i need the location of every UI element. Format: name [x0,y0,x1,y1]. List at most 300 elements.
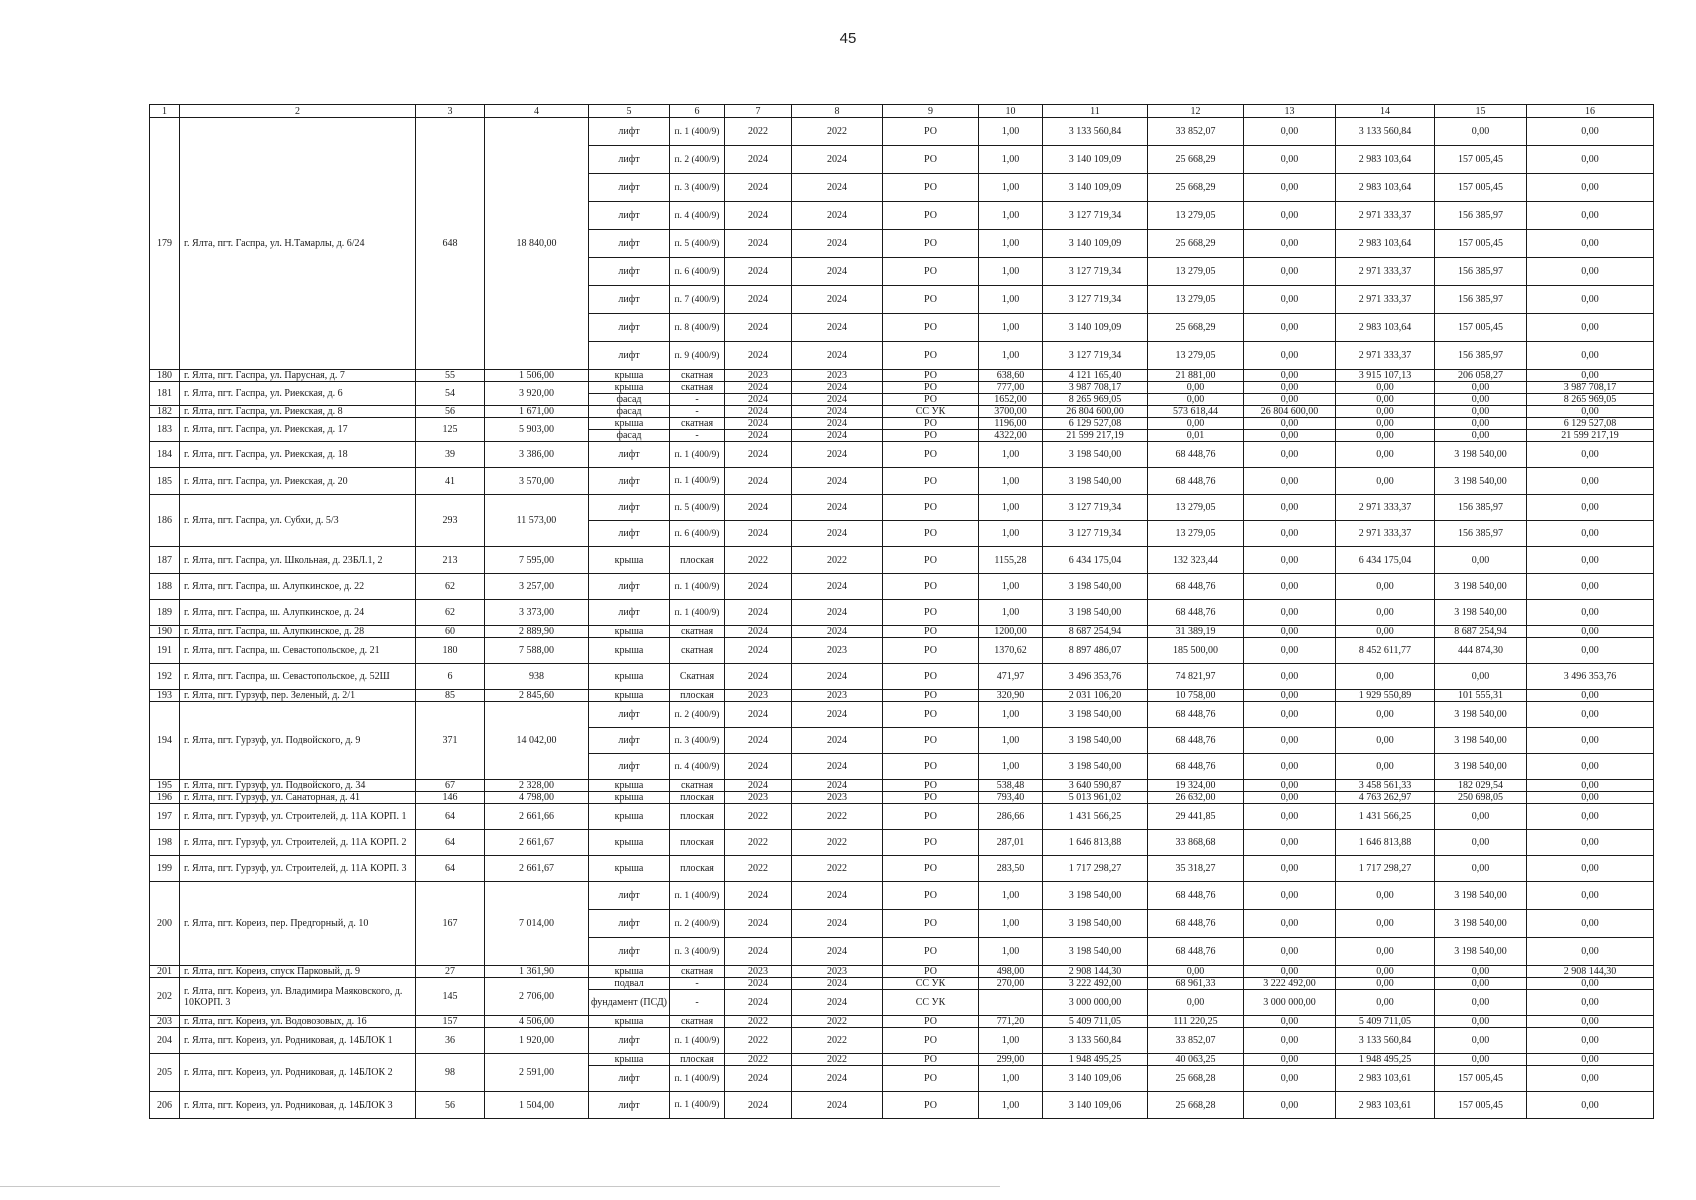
table-cell: 0,00 [1336,938,1435,966]
table-cell: 156 385,97 [1435,286,1527,314]
table-cell: п. 1 (400/9) [670,574,725,600]
table-cell: лифт [589,174,670,202]
table-cell: РО [883,938,979,966]
table-cell: 270,00 [979,978,1043,990]
table-cell: фасад [589,394,670,406]
table-cell: г. Ялта, пгт. Кореиз, пер. Предгорный, д. 10 [180,882,416,966]
table-row [150,468,1654,495]
table-cell: РО [883,230,979,258]
table-cell: п. 7 (400/9) [670,286,725,314]
table-cell: 2024 [725,314,792,342]
table-cell: п. 1 (400/9) [670,882,725,910]
table-cell: 1,00 [979,495,1043,521]
table-cell: 0,00 [1244,966,1336,978]
table-cell: 0,00 [1336,430,1435,442]
table-cell: 0,00 [1244,702,1336,728]
table-cell: 21 881,00 [1148,370,1244,382]
table-cell: 68 448,76 [1148,938,1244,966]
table-cell: 3 140 109,06 [1043,1066,1148,1092]
table-cell: 68 448,76 [1148,754,1244,780]
table-cell: 2024 [725,468,792,495]
table-cell: РО [883,174,979,202]
table-cell: г. Ялта, пгт. Кореиз, ул. Родниковая, д. 14БЛОК 1 [180,1028,416,1054]
column-header: 6 [670,105,725,118]
table-cell: лифт [589,146,670,174]
table-cell: 1 506,00 [485,370,589,382]
table-row [150,978,1654,990]
table-cell: 2 706,00 [485,978,589,1016]
table-row [150,370,1654,382]
table-cell: 2023 [792,792,883,804]
table-cell: 26 632,00 [1148,792,1244,804]
table-cell: 0,00 [1336,406,1435,418]
table-cell: 2024 [792,418,883,430]
table-cell: РО [883,342,979,370]
table-row [150,1092,1654,1119]
table-cell: 1 431 566,25 [1336,804,1435,830]
table-cell: 0,00 [1435,406,1527,418]
table-cell: 2024 [792,442,883,468]
table-cell: п. 3 (400/9) [670,938,725,966]
table-cell: 0,00 [1244,174,1336,202]
table-cell: крыша [589,1016,670,1028]
table-cell: 11 573,00 [485,495,589,547]
table-cell: 2024 [792,600,883,626]
table-cell: 0,00 [1244,600,1336,626]
table-cell: 2024 [792,626,883,638]
table-cell: 2 983 103,61 [1336,1066,1435,1092]
table-cell: крыша [589,856,670,882]
table-cell: РО [883,442,979,468]
table-cell: 64 [416,804,485,830]
table-cell: 1,00 [979,258,1043,286]
table-cell: 0,00 [1244,370,1336,382]
table-cell: подвал [589,978,670,990]
table-cell: 0,00 [1244,754,1336,780]
table-cell: 793,40 [979,792,1043,804]
table-cell: лифт [589,521,670,547]
table-cell: 2 971 333,37 [1336,202,1435,230]
table-cell: 0,00 [1244,442,1336,468]
table-cell: 3 198 540,00 [1043,574,1148,600]
table-cell: 157 005,45 [1435,1066,1527,1092]
table-cell: 1,00 [979,1028,1043,1054]
table-cell: п. 9 (400/9) [670,342,725,370]
table-cell: 1155,28 [979,547,1043,574]
table-cell: 3 127 719,34 [1043,495,1148,521]
table-cell: 3 222 492,00 [1043,978,1148,990]
table-cell: 64 [416,830,485,856]
table-cell: 1196,00 [979,418,1043,430]
table-cell: 4 798,00 [485,792,589,804]
table-cell: 167 [416,882,485,966]
table-cell: лифт [589,230,670,258]
table-cell: 2024 [792,910,883,938]
table-cell: плоская [670,690,725,702]
table-cell: 8 265 969,05 [1043,394,1148,406]
table-cell: 2024 [792,780,883,792]
table-cell: 3 987 708,17 [1527,382,1654,394]
table-cell: 3 915 107,13 [1336,370,1435,382]
table-cell: 200 [150,882,180,966]
table-cell: РО [883,830,979,856]
table-cell: 2024 [725,574,792,600]
table-cell: 7 014,00 [485,882,589,966]
table-cell: 0,00 [1244,468,1336,495]
table-cell: 0,00 [1148,418,1244,430]
table-cell: СС УК [883,990,979,1016]
table-cell: 10 758,00 [1148,690,1244,702]
table-cell: лифт [589,202,670,230]
table-cell: крыша [589,418,670,430]
table-cell: 0,00 [1527,342,1654,370]
table-cell: 0,00 [1527,804,1654,830]
table-cell: 299,00 [979,1054,1043,1066]
table-cell: 13 279,05 [1148,342,1244,370]
table-cell: 2024 [725,626,792,638]
table-cell: лифт [589,118,670,146]
table-cell: г. Ялта, пгт. Гаспра, ул. Риекская, д. 8 [180,406,416,418]
table-cell: 0,00 [1244,574,1336,600]
table-cell: 2024 [725,910,792,938]
table-cell: 1,00 [979,574,1043,600]
table-cell: 3 386,00 [485,442,589,468]
table-cell: 2 983 103,64 [1336,146,1435,174]
table-cell: 5 409 711,05 [1336,1016,1435,1028]
table-cell: 3 198 540,00 [1435,910,1527,938]
table-cell: 444 874,30 [1435,638,1527,664]
table-cell: 6 434 175,04 [1336,547,1435,574]
table-cell: 13 279,05 [1148,258,1244,286]
page-number: 45 [839,30,857,47]
table-cell: 1,00 [979,342,1043,370]
table-cell: 938 [485,664,589,690]
table-cell: п. 1 (400/9) [670,1092,725,1119]
table-cell: 157 005,45 [1435,146,1527,174]
table-cell: 0,00 [1244,1054,1336,1066]
table-cell: 2024 [725,938,792,966]
table-cell: 68 448,76 [1148,910,1244,938]
table-cell: 3 198 540,00 [1435,574,1527,600]
table-cell: 0,00 [1527,370,1654,382]
table-cell: фасад [589,406,670,418]
table-cell: 2024 [792,430,883,442]
table-cell: 0,00 [1336,442,1435,468]
table-cell: 2022 [725,547,792,574]
table-cell: 1 504,00 [485,1092,589,1119]
table-cell: 2024 [725,342,792,370]
table-cell: 1,00 [979,754,1043,780]
table-cell: РО [883,394,979,406]
table-cell: г. Ялта, пгт. Гурзуф, ул. Санаторная, д. 41 [180,792,416,804]
table-cell: РО [883,118,979,146]
table-cell: 0,00 [1148,394,1244,406]
table-cell: 3 198 540,00 [1043,728,1148,754]
table-cell: 0,00 [1244,664,1336,690]
table-cell: 182 029,54 [1435,780,1527,792]
table-cell: 19 324,00 [1148,780,1244,792]
table-cell: 2 661,67 [485,830,589,856]
table-cell: - [670,406,725,418]
table-cell: СС УК [883,406,979,418]
table-cell: 25 668,28 [1148,1066,1244,1092]
table-cell: 111 220,25 [1148,1016,1244,1028]
table-cell: 0,00 [1435,1016,1527,1028]
table-cell: 0,00 [1244,938,1336,966]
table-cell: 3 198 540,00 [1435,882,1527,910]
table-cell: 1,00 [979,146,1043,174]
column-header: 14 [1336,105,1435,118]
table-cell: 777,00 [979,382,1043,394]
table-cell: 1,00 [979,938,1043,966]
table-cell: 2 845,60 [485,690,589,702]
table-cell: 5 903,00 [485,418,589,442]
table-cell: скатная [670,966,725,978]
table-cell: плоская [670,792,725,804]
table-cell: 2024 [725,430,792,442]
table-cell: 21 599 217,19 [1043,430,1148,442]
table-row [150,626,1654,638]
table-cell: 3 198 540,00 [1043,882,1148,910]
table-cell: 0,00 [1527,882,1654,910]
capital-repair-table [149,104,1654,1119]
table-cell: РО [883,1054,979,1066]
scan-artifact-line [0,1186,1000,1187]
table-cell: крыша [589,780,670,792]
table-cell: 0,00 [1244,286,1336,314]
table-cell: 2024 [792,702,883,728]
table-cell: 0,00 [1435,118,1527,146]
table-cell: 2024 [725,990,792,1016]
table-cell: 0,00 [1527,258,1654,286]
table-cell: 0,00 [1148,382,1244,394]
table-cell: РО [883,146,979,174]
table-cell: 1 948 495,25 [1043,1054,1148,1066]
table-cell: 3 496 353,76 [1043,664,1148,690]
table-cell: г. Ялта, пгт. Гаспра, ул. Риекская, д. 18 [180,442,416,468]
table-cell: 2024 [792,754,883,780]
table-cell: РО [883,258,979,286]
table-cell: плоская [670,804,725,830]
table-cell: 180 [416,638,485,664]
table-cell: 213 [416,547,485,574]
table-cell: 0,00 [1244,430,1336,442]
table-cell: 2024 [725,495,792,521]
table-cell: плоская [670,856,725,882]
table-cell: РО [883,728,979,754]
table-cell: крыша [589,966,670,978]
table-cell: г. Ялта, пгт. Гаспра, ул. Риекская, д. 20 [180,468,416,495]
column-header: 15 [1435,105,1527,118]
table-cell: п. 2 (400/9) [670,702,725,728]
table-cell: 29 441,85 [1148,804,1244,830]
table-cell: 471,97 [979,664,1043,690]
table-cell: 182 [150,406,180,418]
table-cell: 192 [150,664,180,690]
table-cell: 3 198 540,00 [1435,442,1527,468]
table-cell: 3 198 540,00 [1043,754,1148,780]
table-cell: 4 763 262,97 [1336,792,1435,804]
table-cell: - [670,430,725,442]
table-cell: 25 668,29 [1148,146,1244,174]
table-cell: г. Ялта, пгт. Кореиз, ул. Родниковая, д. 14БЛОК 3 [180,1092,416,1119]
table-cell: 0,00 [1244,910,1336,938]
table-cell: г. Ялта, пгт. Гаспра, ул. Школьная, д. 23БЛ.1, 2 [180,547,416,574]
table-cell: 0,00 [1336,600,1435,626]
table-cell: 194 [150,702,180,780]
table-cell: РО [883,690,979,702]
table-cell: 2 971 333,37 [1336,342,1435,370]
table-cell: п. 3 (400/9) [670,174,725,202]
table-cell: 5 013 961,02 [1043,792,1148,804]
table-cell: скатная [670,1016,725,1028]
table-cell: 2024 [792,406,883,418]
table-cell: 2024 [725,442,792,468]
table-cell: 0,00 [1527,830,1654,856]
table-cell: 13 279,05 [1148,495,1244,521]
table-cell: 2 971 333,37 [1336,495,1435,521]
table-cell: 0,00 [1527,938,1654,966]
table-cell: 2024 [725,230,792,258]
table-cell: 6 129 527,08 [1527,418,1654,430]
table-row [150,600,1654,626]
table-header [150,105,1654,118]
table-cell: 0,00 [1527,856,1654,882]
table-cell: 3 920,00 [485,382,589,406]
table-cell: 2024 [792,314,883,342]
table-cell: 0,00 [1527,990,1654,1016]
table-cell: - [670,990,725,1016]
table-cell: 2024 [792,342,883,370]
table-cell: 0,00 [1527,690,1654,702]
table-cell: 33 852,07 [1148,1028,1244,1054]
table-cell: 3 198 540,00 [1435,728,1527,754]
table-cell: г. Ялта, пгт. Гурзуф, ул. Подвойского, д. 9 [180,702,416,780]
table-row [150,664,1654,690]
table-cell: РО [883,314,979,342]
table-cell: 2024 [792,495,883,521]
table-cell: 26 804 600,00 [1043,406,1148,418]
table-cell: 0,00 [1244,1066,1336,1092]
table-cell: 3 127 719,34 [1043,258,1148,286]
table-cell: 68 448,76 [1148,882,1244,910]
table-cell: 1,00 [979,118,1043,146]
table-cell: 55 [416,370,485,382]
table-cell: крыша [589,792,670,804]
table-cell: 0,00 [1435,394,1527,406]
table-cell: 1 646 813,88 [1043,830,1148,856]
table-cell: 0,00 [1244,856,1336,882]
table-cell: РО [883,910,979,938]
table-cell: 3 140 109,09 [1043,146,1148,174]
table-cell: 0,01 [1148,430,1244,442]
table-cell: г. Ялта, пгт. Гаспра, ш. Севастопольское, д. 52Ш [180,664,416,690]
table-cell: 2024 [792,146,883,174]
table-cell: 2 971 333,37 [1336,258,1435,286]
table-cell: 0,00 [1244,418,1336,430]
table-cell: 35 318,27 [1148,856,1244,882]
column-header: 2 [180,105,416,118]
table-cell: 1,00 [979,286,1043,314]
table-cell: 1,00 [979,230,1043,258]
table-cell: 0,00 [1527,1016,1654,1028]
column-header: 16 [1527,105,1654,118]
table-cell: п. 1 (400/9) [670,1028,725,1054]
table-cell: 3 198 540,00 [1435,754,1527,780]
table-cell: 157 005,45 [1435,230,1527,258]
table-cell: п. 1 (400/9) [670,468,725,495]
table-cell: 3 570,00 [485,468,589,495]
table-cell: РО [883,574,979,600]
table-cell: 2024 [792,990,883,1016]
table-cell: 4322,00 [979,430,1043,442]
column-header: 8 [792,105,883,118]
table-cell: 0,00 [1435,856,1527,882]
table-cell: 13 279,05 [1148,202,1244,230]
table-cell: 2022 [792,1016,883,1028]
table-cell: 3 198 540,00 [1043,910,1148,938]
table-cell: 0,00 [1527,574,1654,600]
table-row [150,406,1654,418]
table-cell: - [670,978,725,990]
table-cell: лифт [589,882,670,910]
table-cell: г. Ялта, пгт. Кореиз, ул. Владимира Маяковского, д. 10КОРП. 3 [180,978,416,1016]
table-cell: 67 [416,780,485,792]
table-cell: г. Ялта, пгт. Гаспра, ул. Риекская, д. 17 [180,418,416,442]
table-cell: 0,00 [1336,882,1435,910]
table-cell: 68 448,76 [1148,574,1244,600]
table-cell: 2022 [725,1054,792,1066]
table-cell: 36 [416,1028,485,1054]
table-cell: 2 908 144,30 [1043,966,1148,978]
table-cell: г. Ялта, пгт. Гурзуф, ул. Подвойского, д. 34 [180,780,416,792]
table-cell: крыша [589,804,670,830]
table-cell: 6 [416,664,485,690]
table-cell: 0,00 [1244,314,1336,342]
table-cell: 0,00 [1527,1028,1654,1054]
table-cell: 184 [150,442,180,468]
table-cell: 3 496 353,76 [1527,664,1654,690]
table-cell: 0,00 [1336,702,1435,728]
column-header: 9 [883,105,979,118]
table-cell: 2022 [792,1028,883,1054]
table-cell: 3700,00 [979,406,1043,418]
table-cell: плоская [670,547,725,574]
table-row [150,1016,1654,1028]
table-cell: 3 198 540,00 [1435,600,1527,626]
table-cell: п. 5 (400/9) [670,230,725,258]
table-cell: 68 448,76 [1148,600,1244,626]
table-cell: 2022 [792,118,883,146]
table-cell: п. 2 (400/9) [670,146,725,174]
table-row [150,1028,1654,1054]
table-cell: лифт [589,728,670,754]
table-cell: РО [883,792,979,804]
table-cell: 0,00 [1527,1066,1654,1092]
table-cell: 2024 [725,702,792,728]
table-cell: 0,00 [1435,382,1527,394]
table-cell: 293 [416,495,485,547]
table-row [150,830,1654,856]
table-cell: 125 [416,418,485,442]
table-cell: 3 133 560,84 [1043,1028,1148,1054]
table-row [150,780,1654,792]
table-cell: 8 897 486,07 [1043,638,1148,664]
table-cell: 250 698,05 [1435,792,1527,804]
table-cell: 206 058,27 [1435,370,1527,382]
table-cell: 201 [150,966,180,978]
table-cell: 2024 [725,882,792,910]
